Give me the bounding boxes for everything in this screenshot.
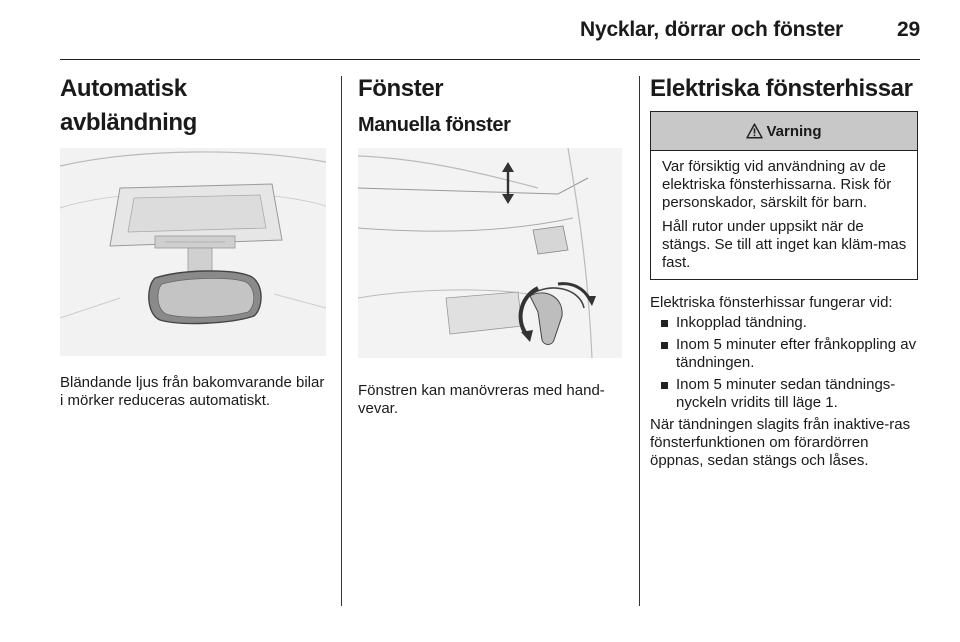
column-auto-dimming xyxy=(60,72,326,410)
page-number: 29 xyxy=(897,18,920,41)
running-header xyxy=(580,18,920,42)
list-item: Inkopplad tändning. xyxy=(650,314,922,332)
section-heading-power-windows: Elektriska fönsterhissar xyxy=(650,75,913,102)
rearview-mirror-illustration xyxy=(60,148,326,356)
column-windows xyxy=(358,72,622,418)
warning-header xyxy=(651,112,917,151)
warning-text-1: Var försiktig vid användning av de elektriska fönsterhissarna. Risk för personskador, särskilt för barn. xyxy=(662,158,892,211)
power-windows-closing: När tändningen slagits från inaktive-ras fönsterfunktionen om förardörren öppnas, sedan stängs och låses. xyxy=(650,416,911,469)
warning-text-2: Håll rutor under uppsikt när de stängs. Se till att inget kan kläm-mas fast. xyxy=(662,218,907,271)
header-title: Nycklar, dörrar och fönster xyxy=(580,18,844,41)
section-heading-windows: Fönster xyxy=(358,75,444,102)
column-divider-left xyxy=(341,76,342,606)
conditions-list xyxy=(650,314,922,412)
warning-box xyxy=(650,111,918,280)
column-divider-right xyxy=(639,76,640,606)
list-item: Inom 5 minuter efter frånkoppling av tändningen. xyxy=(650,336,922,372)
warning-body xyxy=(651,151,917,279)
warning-title: Varning xyxy=(766,122,822,140)
bullet-square xyxy=(661,342,668,349)
warning-triangle-icon xyxy=(746,123,763,139)
column-power-windows xyxy=(650,72,922,470)
list-item: Inom 5 minuter sedan tändnings-nyckeln vridits till läge 1. xyxy=(650,376,922,412)
window-crank-illustration xyxy=(358,148,622,358)
header-rule xyxy=(60,59,920,60)
power-windows-intro: Elektriska fönsterhissar fungerar vid: xyxy=(650,294,893,311)
manual-windows-text: Fönstren kan manövreras med hand-vevar. xyxy=(358,382,605,417)
bullet-square xyxy=(661,320,668,327)
rearview-mirror-drawing xyxy=(60,148,326,356)
auto-dimming-text: Bländande ljus från bakomvarande bilar i mörker reduceras automatiskt. xyxy=(60,374,325,409)
section-heading-auto-dimming: Automatisk avbländning xyxy=(60,75,197,136)
window-crank-drawing xyxy=(358,148,622,358)
subheading-manual-windows: Manuella fönster xyxy=(358,114,511,136)
bullet-square xyxy=(661,382,668,389)
